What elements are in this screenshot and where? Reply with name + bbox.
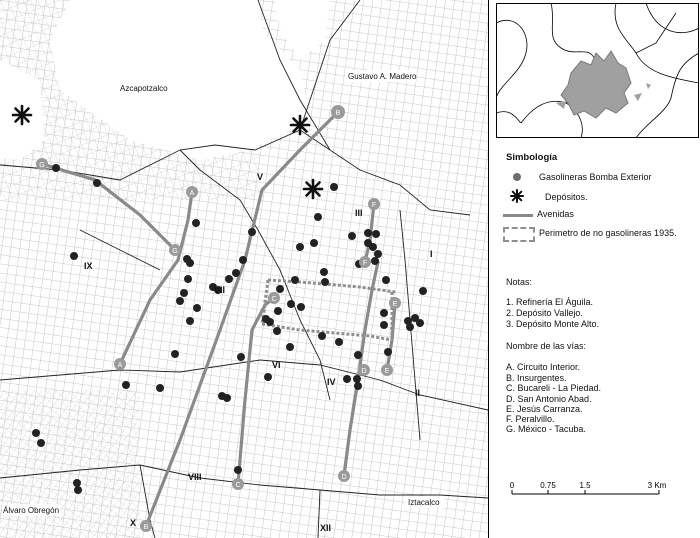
station-legend-icon <box>513 173 521 181</box>
road-item: B. Insurgentes. <box>506 373 567 383</box>
perimeter-legend-icon <box>503 227 535 242</box>
station <box>286 343 294 351</box>
depot-legend-icon <box>510 189 524 203</box>
station <box>171 350 179 358</box>
legend-avenues: Avenidas <box>537 209 574 219</box>
marker-c: C <box>235 482 241 489</box>
zone-label: IV <box>327 377 336 387</box>
station <box>186 259 194 267</box>
scale-label: 1.5 <box>579 481 591 490</box>
zone-label: XII <box>320 523 332 533</box>
station <box>176 297 184 305</box>
station <box>291 276 299 284</box>
zone-label: I <box>430 249 433 259</box>
station <box>354 351 362 359</box>
station <box>321 278 329 286</box>
station <box>239 256 247 264</box>
legend-depots: Depósitos. <box>545 192 588 202</box>
label-alvaro-obregon: Álvaro Obregón <box>3 506 60 515</box>
station <box>248 228 256 236</box>
marker-a: A <box>189 190 195 197</box>
station <box>264 373 272 381</box>
road-item: D. San Antonio Abad. <box>506 394 592 404</box>
roads-title: Nombre de las vías: <box>506 341 587 351</box>
notes-title: Notas: <box>506 277 533 287</box>
station <box>234 466 242 474</box>
label-azcapotzalco: Azcapotzalco <box>120 84 168 93</box>
marker-e: E <box>384 368 390 375</box>
station <box>354 382 362 390</box>
station <box>371 257 379 265</box>
marker-d: D <box>341 474 347 481</box>
legend-perimeter: Perimetro de no gasolineras 1935. <box>539 228 677 238</box>
station <box>419 287 427 295</box>
station <box>273 327 281 335</box>
station <box>314 213 322 221</box>
station <box>237 353 245 361</box>
scale-label: 0 <box>509 481 515 490</box>
zone-label: IX <box>84 261 93 271</box>
note-item: 1. Refinería El Águila. <box>506 297 594 307</box>
marker-e: E <box>392 301 398 308</box>
scale-label: 3 Km <box>647 481 667 490</box>
road-item: F. Peralvillo. <box>506 414 555 424</box>
depot-icon <box>304 180 322 198</box>
station <box>374 250 382 258</box>
road-item: C. Bucareli - La Piedad. <box>506 383 602 393</box>
station <box>266 318 274 326</box>
station <box>223 394 231 402</box>
label-gustavo-madero: Gustavo A. Madero <box>348 72 417 81</box>
avenue-legend-icon <box>503 214 533 217</box>
station <box>74 486 82 494</box>
zone-label: VII <box>214 285 226 295</box>
station <box>122 381 130 389</box>
marker-c: C <box>271 296 277 303</box>
zone-label: III <box>355 208 363 218</box>
station <box>380 321 388 329</box>
station <box>73 479 81 487</box>
legend-title: Simbología <box>506 152 558 163</box>
station <box>384 348 392 356</box>
zone-label: VI <box>272 360 281 370</box>
road-item: G. México - Tacuba. <box>506 424 586 434</box>
station <box>276 285 284 293</box>
inset-locator-map <box>496 3 699 138</box>
station <box>287 300 295 308</box>
station <box>70 252 78 260</box>
depot-icon <box>13 106 31 124</box>
depot-icon <box>291 116 309 134</box>
marker-a: A <box>117 362 123 369</box>
note-item: 2. Depósito Vallejo. <box>506 308 583 318</box>
station <box>318 332 326 340</box>
scale-bar <box>507 480 667 500</box>
marker-b: B <box>143 524 149 531</box>
station <box>348 232 356 240</box>
marker-g: G <box>39 162 45 169</box>
marker-b: B <box>335 110 341 117</box>
station <box>180 289 188 297</box>
zone-label: V <box>257 172 264 182</box>
station <box>320 268 328 276</box>
station <box>156 384 164 392</box>
station <box>193 304 201 312</box>
station <box>274 307 282 315</box>
station <box>372 230 380 238</box>
scale-label: 0.75 <box>540 481 556 490</box>
marker-f: F <box>362 260 368 267</box>
station <box>184 275 192 283</box>
zone-label: X <box>130 518 137 528</box>
station <box>186 317 194 325</box>
station <box>37 439 45 447</box>
station <box>232 269 240 277</box>
zone-label: II <box>415 388 421 398</box>
station <box>225 275 233 283</box>
station <box>353 375 361 383</box>
station <box>343 375 351 383</box>
marker-g: G <box>172 248 178 255</box>
station <box>406 323 414 331</box>
station <box>93 179 101 187</box>
label-iztacalco: Iztacalco <box>408 498 440 507</box>
legend-stations: Gasolineras Bomba Exterior <box>539 172 652 182</box>
station <box>330 183 338 191</box>
station <box>380 309 388 317</box>
station <box>52 164 60 172</box>
station <box>310 239 318 247</box>
station <box>416 319 424 327</box>
marker-d: D <box>361 368 367 375</box>
station <box>192 219 200 227</box>
station <box>369 243 377 251</box>
legend-panel <box>488 0 700 538</box>
road-item: A. Circuito Interior. <box>506 362 581 372</box>
station <box>297 303 305 311</box>
note-item: 3. Depósito Monte Alto. <box>506 319 600 329</box>
station <box>296 243 304 251</box>
station <box>32 429 40 437</box>
zone-label: VIII <box>188 472 202 482</box>
road-item: E. Jesús Carranza. <box>506 404 583 414</box>
station <box>382 276 390 284</box>
station <box>364 229 372 237</box>
marker-f: F <box>371 202 377 209</box>
station <box>335 338 343 346</box>
